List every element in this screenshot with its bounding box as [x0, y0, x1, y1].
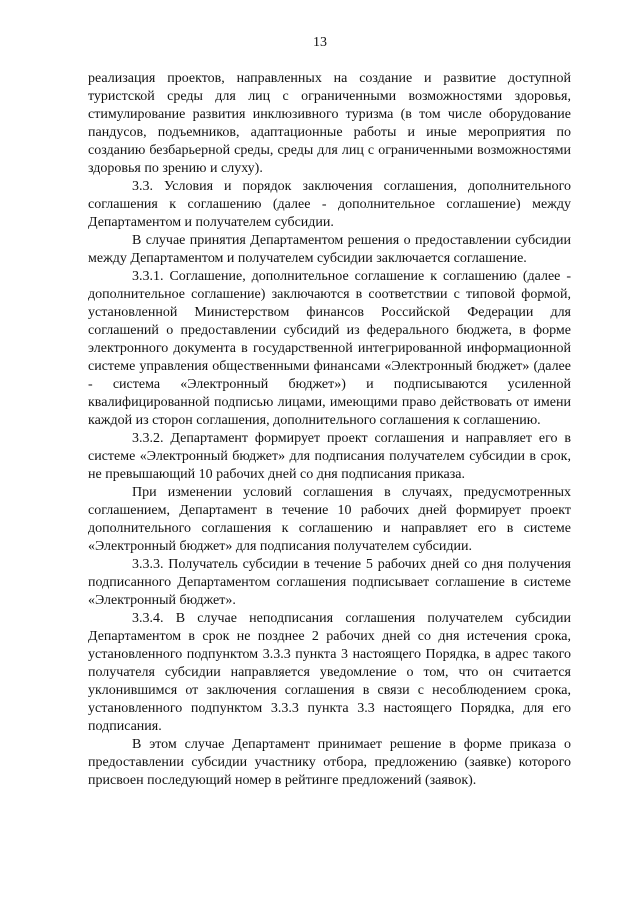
paragraph-3-3: 3.3. Условия и порядок заключения соглашения, дополнительного соглашения к соглашению (далее - дополнительное соглашение) между Департаментом и получателем субсидии. [88, 179, 571, 230]
paragraph-3-3-1: 3.3.1. Соглашение, дополнительное соглашение к соглашению (далее - дополнительное соглашение) заключаются в соответствии с типовой формой, установленной Министерством финансов Российской Федерации для соглашений о предоставлении субсидий из федерального бюджета, в форме электронного документа в государственной интегрированной информационной системе управления общественными финансами «Электронный бюджет» (далее - система «Электронный бюджет») и подписываются усиленной квалифицированной подписью лицами, имеющими право действовать от имени каждой из сторон соглашения, дополнительного соглашения к соглашению. [88, 269, 571, 428]
paragraph-agreement-decision: В случае принятия Департаментом решения о предоставлении субсидии между Департаментом и получателем субсидии заключается соглашение. [88, 233, 571, 266]
document-body [88, 70, 571, 790]
paragraph-next-applicant: В этом случае Департамент принимает решение в форме приказа о предоставлении субсидии участнику отбора, предложению (заявке) которого присвоен последующий номер в рейтинге предложений (заявок). [88, 737, 571, 788]
paragraph-3-3-3: 3.3.3. Получатель субсидии в течение 5 рабочих дней со дня получения подписанного Департаментом соглашения подписывает соглашение в системе «Электронный бюджет». [88, 557, 571, 608]
paragraph-3-3-2: 3.3.2. Департамент формирует проект соглашения и направляет его в системе «Электронный бюджет» для подписания получателем субсидии в срок, не превышающий 10 рабочих дней со дня подписания приказа. [88, 431, 571, 482]
paragraph-3-3-4: 3.3.4. В случае неподписания соглашения получателем субсидии Департаментом в срок не позднее 2 рабочих дней со дня истечения срока, установленного подпунктом 3.3.3 пункта 3 настоящего Порядка, в адрес такого получателя субсидии направляется уведомление о том, что он считается уклонившимся от заключения соглашения в связи с несоблюдением срока, установленного подпунктом 3.3.3 пункта 3.3 настоящего Порядка, для его подписания. [88, 611, 571, 734]
page-number: 13 [313, 35, 327, 50]
paragraph-tourism-infrastructure: реализация проектов, направленных на создание и развитие доступной туристской среды для лиц с ограниченными возможностями здоровья, стимулирование развития инклюзивного туризма (в том числе оборудование пандусов, подъемников, адаптационные работы и иные мероприятия по созданию безбарьерной среды, среды для лиц с ограниченными возможностями здоровья по зрению и слуху). [88, 71, 571, 176]
paragraph-amendment: При изменении условий соглашения в случаях, предусмотренных соглашением, Департамент в течение 10 рабочих дней формирует проект дополнительного соглашения к соглашению и направляет его в системе «Электронный бюджет» для подписания получателем субсидии. [88, 485, 571, 554]
